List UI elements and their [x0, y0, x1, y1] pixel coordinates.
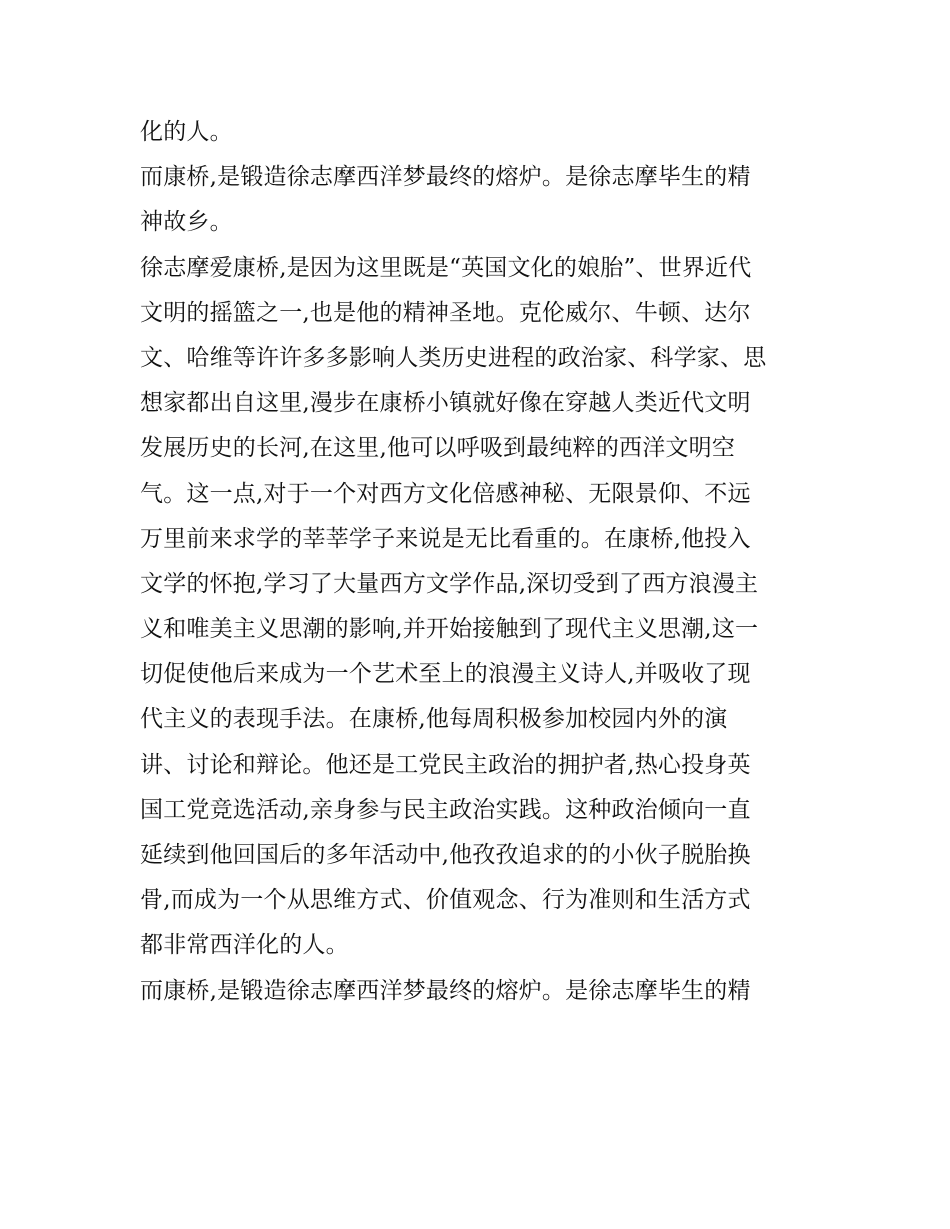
text-line: 发展历史的长河,在这里,他可以呼吸到最纯粹的西洋文明空 [140, 435, 736, 462]
text-line: 切促使他后来成为一个艺术至上的浪漫主义诗人,并吸收了现 [140, 661, 751, 688]
text-line: 义和唯美主义思潮的影响,并开始接触到了现代主义思潮,这一 [140, 616, 759, 643]
text-line: 徐志摩爱康桥,是因为这里既是“英国文化的娘胎”、世界近代 [140, 254, 752, 281]
text-line: 化的人。 [140, 119, 233, 145]
text-line: 而康桥,是锻造徐志摩西洋梦最终的熔炉。是徐志摩毕生的精 [140, 977, 751, 1004]
text-line: 万里前来求学的莘莘学子来说是无比看重的。在康桥,他投入 [140, 525, 751, 552]
text-line: 国工党竞选活动,亲身参与民主政治实践。这种政治倾向一直 [140, 796, 751, 823]
text-line: 都非常西洋化的人。 [140, 932, 349, 959]
text-line: 代主义的表现手法。在康桥,他每周积极参加校园内外的演 [140, 706, 728, 733]
text-body [140, 110, 830, 1014]
text-line: 延续到他回国后的多年活动中,他孜孜追求的的小伙子脱胎换 [140, 842, 751, 868]
text-line: 而康桥,是锻造徐志摩西洋梦最终的熔炉。是徐志摩毕生的精 [140, 164, 751, 191]
text-line: 骨,而成为一个从思维方式、价值观念、行为准则和生活方式 [140, 887, 751, 914]
text-line: 文明的摇篮之一,也是他的精神圣地。克伦威尔、牛顿、达尔 [140, 299, 751, 326]
text-line: 文学的怀抱,学习了大量西方文学作品,深切受到了西方浪漫主 [140, 570, 759, 597]
text-line: 气。这一点,对于一个对西方文化倍感神秘、无限景仰、不远 [140, 480, 751, 507]
text-line: 文、哈维等许许多多影响人类历史进程的政治家、科学家、思 [140, 344, 767, 371]
text-line: 想家都出自这里,漫步在康桥小镇就好像在穿越人类近代文明 [140, 390, 751, 417]
text-line: 神故乡。 [140, 209, 233, 236]
text-line: 讲、讨论和辩论。他还是工党民主政治的拥护者,热心投身英 [140, 751, 751, 778]
